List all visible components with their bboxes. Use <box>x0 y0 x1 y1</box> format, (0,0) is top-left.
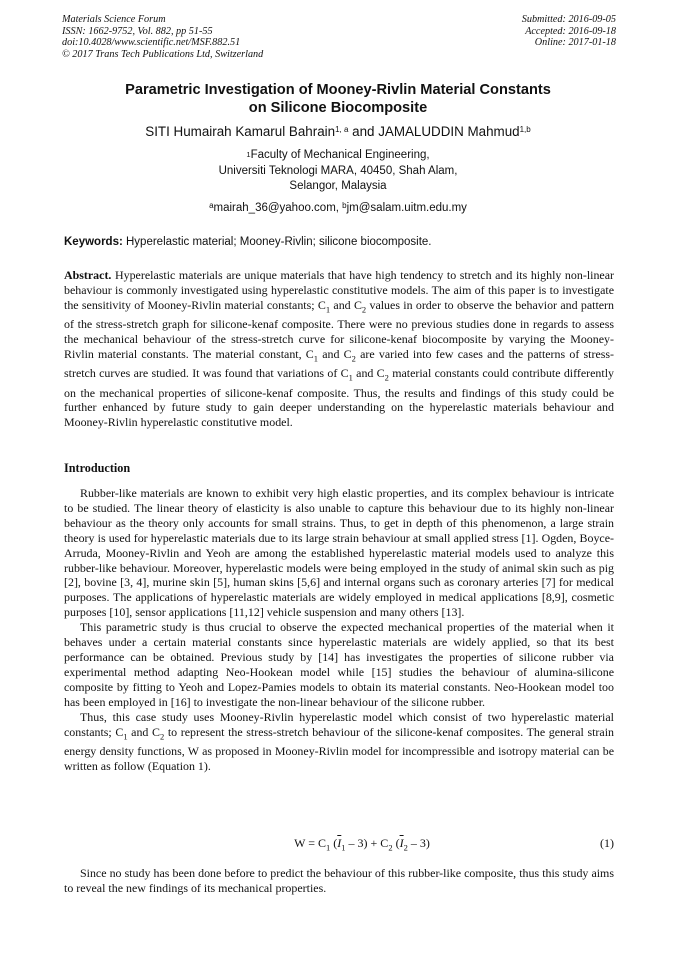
sub-1: 1 <box>325 304 331 315</box>
email-a-sup: a <box>209 201 214 210</box>
intro-paragraph-3 <box>64 710 614 774</box>
keywords <box>64 235 616 249</box>
eq-invariant: $\overline{I}$ <box>337 836 342 850</box>
intro-text-3a: Thus, this case study uses Mooney-Rivlin hyperelastic model which consist of two hyperelastic material constants; C <box>64 709 614 739</box>
sub-1: 1 <box>313 353 319 364</box>
author-connector: and <box>348 124 379 139</box>
affiliation-line-3: Selangor, Malaysia <box>289 180 387 192</box>
abstract-text-2: and C <box>330 297 362 312</box>
intro-paragraph-1: Rubber-like materials are known to exhibit very high elastic properties, and its complex behaviour is intricate to be studied. The linear theory of elasticity is also unable to capture this behaviour due to its highly non-linear behaviour as the theory only accounts for small strains. Thus, to get in depth of this phenomenon, a large strain theory is used for hyperelastic materials due to its large strain behaviour at small applied stress [1]. Ogden, Boyce-Arruda, Mooney-Rivlin and Yeoh are among the established hyperelastic material models used to analyze this rubber-like behaviour. Moreover, hyperelastic models were being employed in the study of animal skin such as pig [2], bovine [3, 4], murine skin [5], human skins [5,6] and internal organs such as coronary arteries [7] for medical purposes. The applications of hyperelastic materials are widely employed in medical applications [8,9], cosmetic purposes [10], sensor applications [11,12] vehicle suspension and many others [13]. <box>64 486 614 620</box>
abstract-text-4: and C <box>318 346 352 361</box>
author-1: SITI Humairah Kamarul Bahrain <box>145 124 336 139</box>
sub-2: 2 <box>361 304 367 315</box>
journal-copyright: © 2017 Trans Tech Publications Ltd, Switzerland <box>62 48 264 60</box>
eq-sub: 1 <box>326 842 331 853</box>
sub-2: 2 <box>384 372 389 383</box>
journal-header <box>62 14 263 60</box>
abstract-text-7: material constants could contribute differently on the mechanical properties of silicone-kenaf composite. Thus, the results and findings of this study could be further enhanced by future study to gain deeper understanding on the hyperelastic materials behaviour and Mooney-Rivlin hyperelastic constitutive model. <box>64 366 614 430</box>
intro-text-3b: and C <box>127 724 160 739</box>
abstract-text-1: Hyperelastic materials are unique materials that have high tendency to stretch and its highly non-linear behaviour is commonly investigated using hyperelastic constitutive models. The aim of this paper is to investigate the sensitivity of Mooney-Rivlin material constants; C <box>64 268 614 312</box>
journal-doi: doi:10.4028/www.scientific.net/MSF.882.51 <box>62 37 241 49</box>
eq-part: ( <box>330 836 338 850</box>
title-line-1: Parametric Investigation of Mooney-Rivlin Material Constants <box>125 82 551 98</box>
intro-paragraph-2: This parametric study is thus crucial to observe the expected mechanical properties of the material when it behaves under a certain material constants since hyperelastic materials are widely applied, so that its best performance can be obtained. Previous study by [14] has investigates the properties of silicone rubber via experimental method adapting Neo-Hookean model while [15] studies the behaviour of alumina-silicone composite by fitting to Yeoh and Lopez-Pamies models to obtain its material constants. Neo-Hookean model too has been employed in [16] to investigate the non-linear behaviour of the silicone rubber. <box>64 620 614 709</box>
accepted-date: Accepted: 2016-09-18 <box>525 25 616 37</box>
eq-part: ( <box>392 836 400 850</box>
author-1-affil: 1, a <box>335 125 349 134</box>
sub-1: 1 <box>123 730 128 741</box>
keywords-text: Hyperelastic material; Mooney-Rivlin; silicone biocomposite. <box>122 236 432 248</box>
closing-paragraph <box>64 866 614 896</box>
equation-number: (1) <box>600 836 614 850</box>
keywords-label: Keywords: <box>64 236 123 248</box>
eq-part: W = C <box>294 836 327 850</box>
affiliation-line-1: Faculty of Mechanical Engineering, <box>250 149 430 161</box>
eq-sub: 2 <box>403 842 408 853</box>
abstract <box>64 268 614 430</box>
affiliation-line-2: Universiti Teknologi MARA, 40450, Shah Alam, <box>218 164 458 177</box>
affiliation-sup: 1 <box>246 150 251 159</box>
journal-issn: ISSN: 1662-9752, Vol. 882, pp 51-55 <box>62 25 213 37</box>
sub-2: 2 <box>159 730 165 741</box>
title-line-2: on Silicone Biocomposite <box>248 100 428 116</box>
eq-part: – 3) + C <box>345 836 389 850</box>
email-b: jm@salam.uitm.edu.my <box>346 202 467 214</box>
submitted-date: Submitted: 2016-09-05 <box>521 14 616 25</box>
abstract-text-6: and C <box>352 366 385 381</box>
sub-2: 2 <box>351 353 356 364</box>
section-heading-introduction: Introduction <box>64 461 131 475</box>
final-paragraph: Since no study has been done before to predict the behaviour of this rubber-like composite, thus this study aims to reveal the new findings of its mechanical properties. <box>64 866 614 895</box>
eq-invariant: $\overline{I}$ <box>399 836 404 850</box>
eq-sub: 2 <box>388 842 393 853</box>
author-2-affil: 1,b <box>519 125 531 134</box>
author-2: JAMALUDDIN Mahmud <box>378 124 520 139</box>
abstract-text-3: values in order to observe the behavior and pattern of the stress-stretch graph for silicone-kenaf composite. There were no previous studies done in regards to assess the mechanical behaviour of the stress-stretch curve for silicone-kenaf biocomposite by varying the Mooney-Rivlin material constants. The material constant, C <box>64 297 614 361</box>
paper-title <box>62 81 614 117</box>
intro-text-3c: to represent the stress-stretch behaviour of the silicone-kenaf composites. The general strain energy density functions, W as proposed in Mooney-Rivlin model for incompressible and isotropy material can be written as follow (Equation 1). <box>64 724 614 773</box>
sub-1: 1 <box>348 372 353 383</box>
submission-dates <box>522 14 616 49</box>
journal-name: Materials Science Forum <box>62 14 166 25</box>
equation-expression <box>252 836 472 855</box>
email-a: mairah_36@yahoo.com, <box>213 202 343 214</box>
eq-sub: 1 <box>341 842 346 853</box>
abstract-text-5: are varied into few cases and the patterns of stress-stretch curves are studied. It was found that variations of C <box>64 346 615 381</box>
eq-part: – 3) <box>407 836 430 850</box>
author-emails <box>62 201 614 215</box>
email-b-sup: b <box>342 201 347 210</box>
abstract-label: Abstract. <box>64 268 112 282</box>
author-list <box>62 124 614 140</box>
introduction-body <box>64 486 614 774</box>
affiliation <box>62 148 614 195</box>
online-date: Online: 2017-01-18 <box>534 37 616 49</box>
